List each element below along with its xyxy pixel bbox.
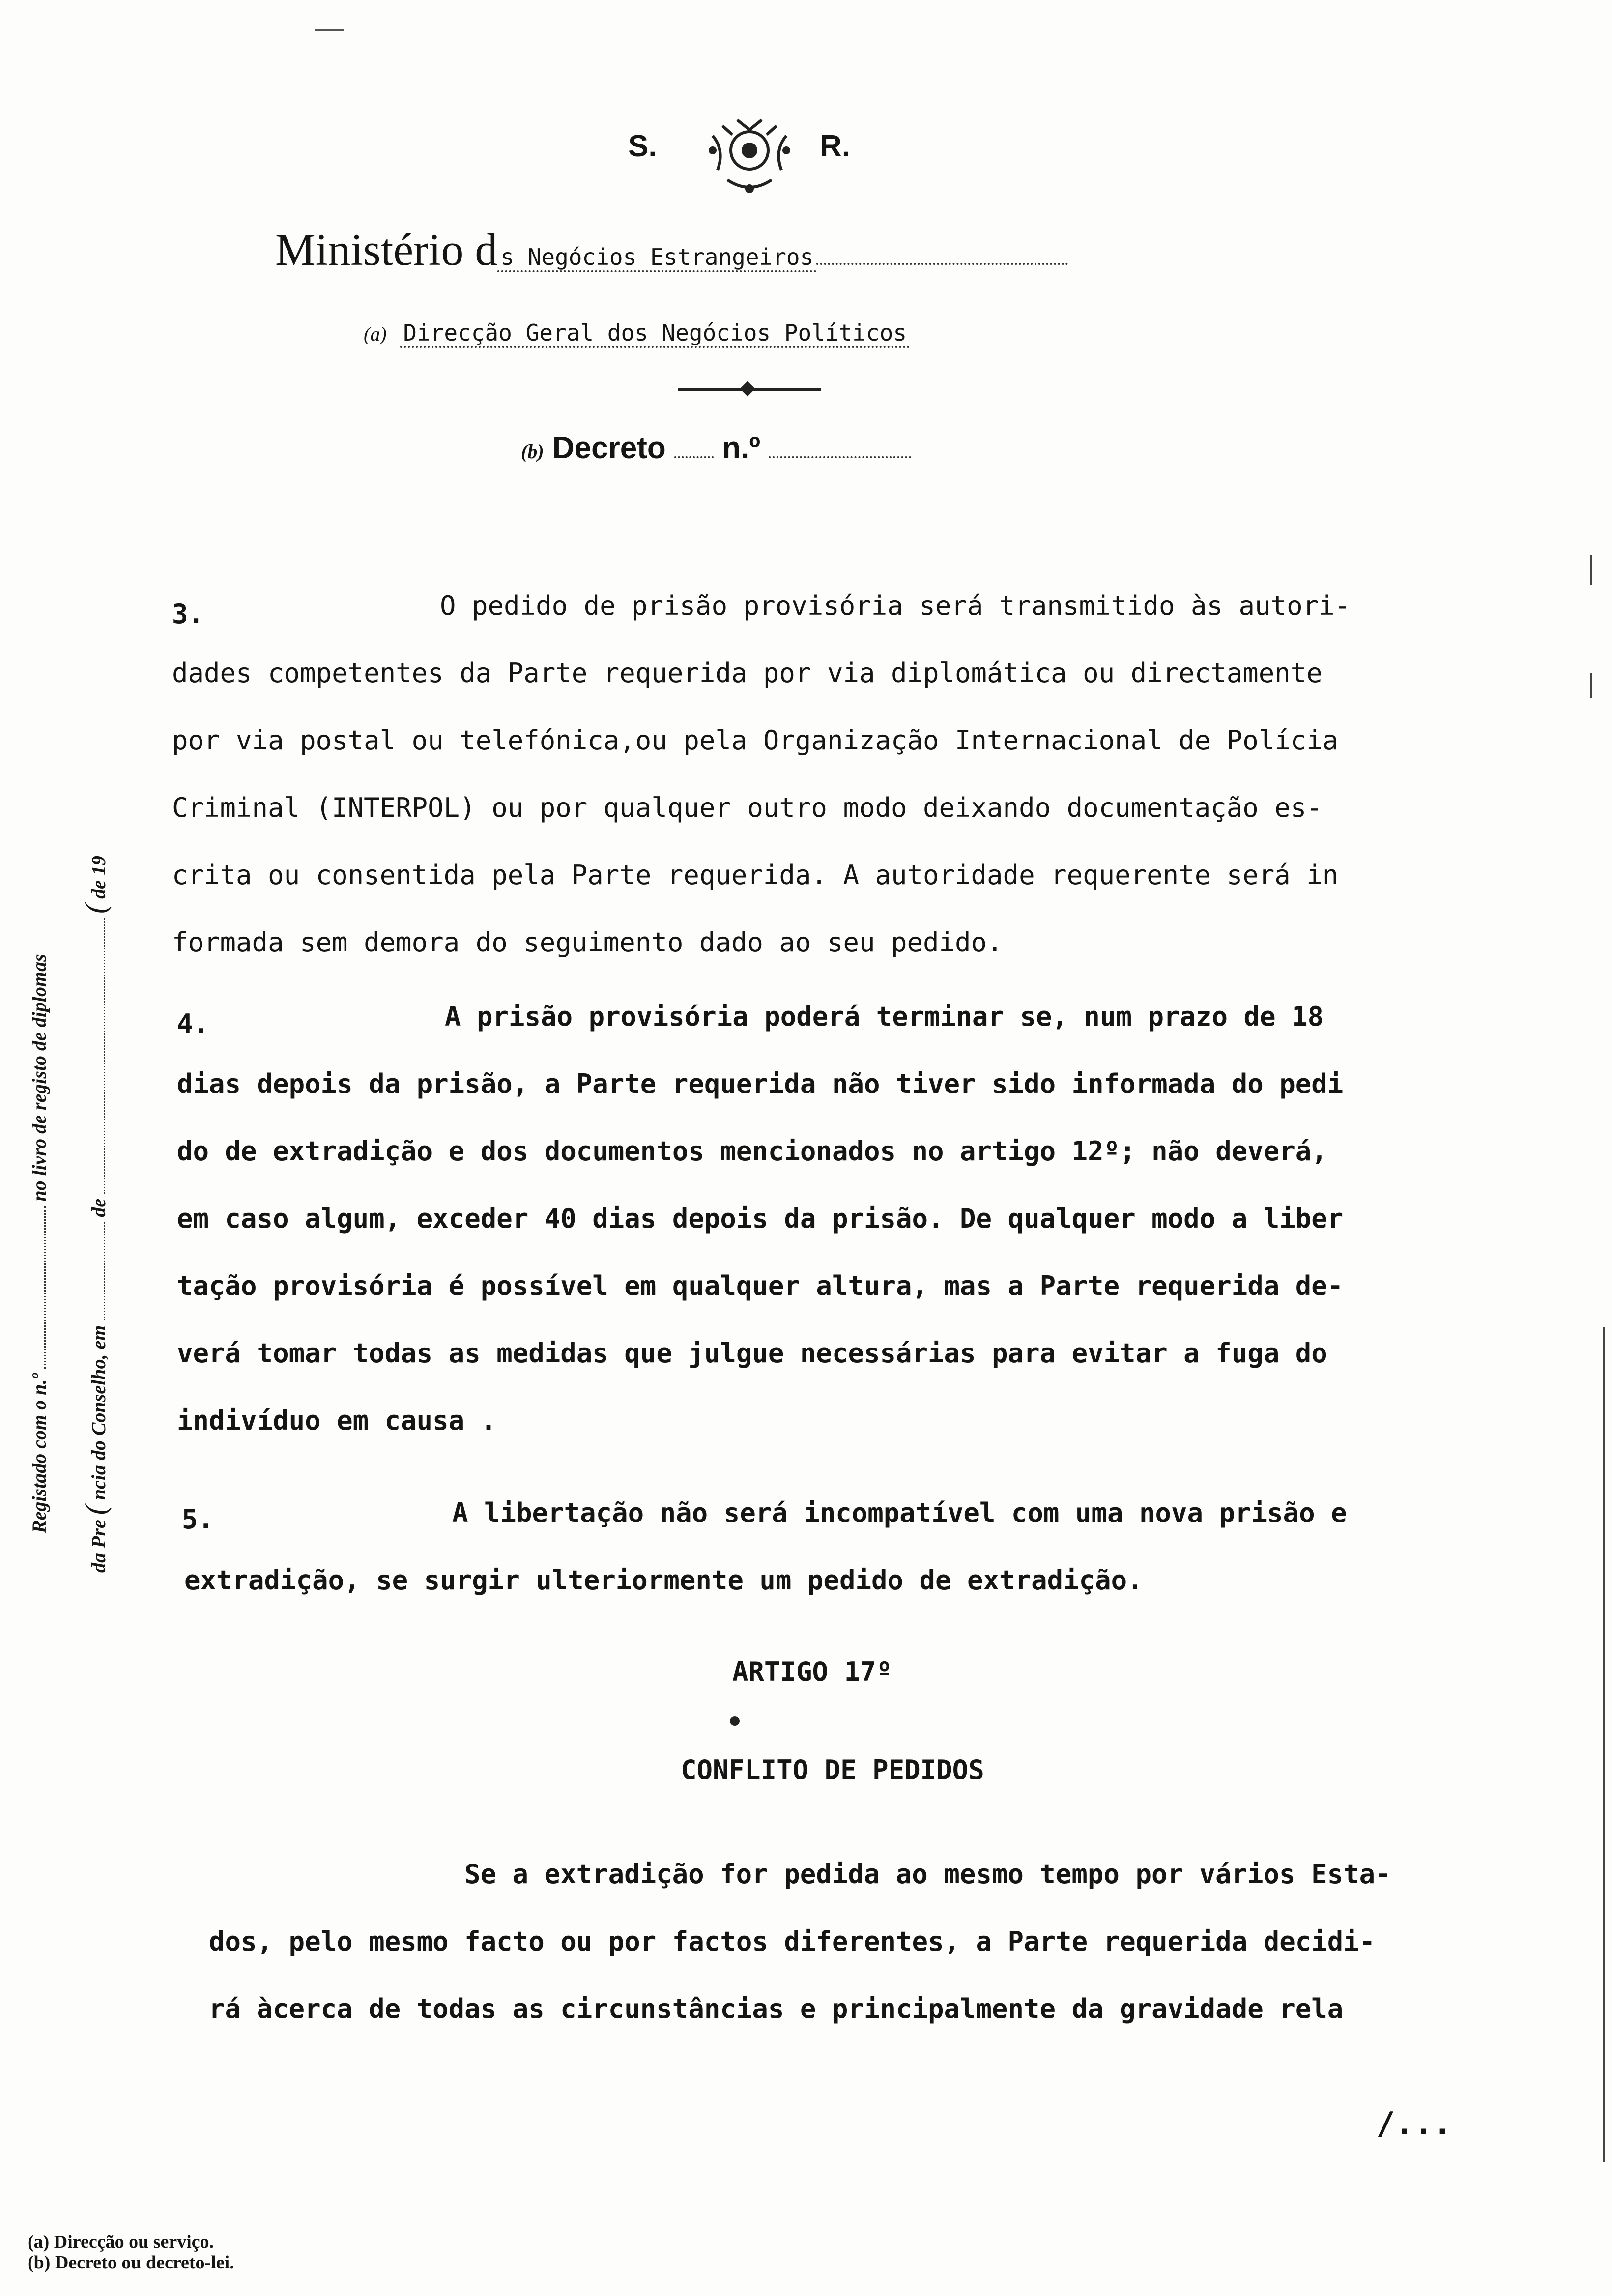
margin-number-field (44, 1206, 46, 1369)
margin-year-label: de 19 (87, 856, 110, 899)
coat-of-arms-emblem (698, 116, 801, 200)
margin-registered-label: Registado com o n.º (28, 1373, 50, 1533)
ministry-fill-dots (816, 263, 1068, 265)
margin-book-label: no livro de registo de diplomas (28, 954, 50, 1202)
footnote-a: (a) Direcção ou serviço. (28, 2232, 214, 2252)
header-r: R. (820, 129, 850, 163)
p5-line-2: extradição, se surgir ulteriormente um pedido de extradição. (184, 1565, 1143, 1596)
decree-number-label: n.º (722, 431, 760, 465)
scan-edge-line (1603, 1327, 1605, 2162)
directorate-line (364, 319, 910, 346)
paragraph-number-4: 4. (177, 1008, 209, 1039)
scan-edge-mark-2 (1590, 673, 1592, 698)
footnote-mark-b: (b) (521, 440, 544, 462)
p4-line-1: A prisão provisória poderá terminar se, num prazo de 18 (445, 1001, 1324, 1032)
p3-line-2: dades competentes da Parte requerida por via diplomática ou directamente (172, 658, 1323, 689)
decree-label: Decreto (552, 431, 666, 465)
p4-line-6: verá tomar todas as medidas que julgue necessárias para evitar a fuga do (177, 1338, 1327, 1369)
header-s: S. (628, 129, 657, 163)
decree-number-field (769, 456, 911, 458)
decree-line (521, 430, 911, 465)
p3-line-3: por via postal ou telefónica,ou pela Organização Internacional de Polícia (172, 725, 1339, 756)
margin-day-field (104, 1222, 105, 1320)
p3-line-5: crita ou consentida pela Parte requerida. A autoridade requerente será in (172, 860, 1339, 890)
margin-month-field (104, 918, 105, 1194)
margin-bracket-2: ( (79, 903, 112, 914)
margin-presidency-a: da Pre (87, 1520, 110, 1573)
footnote-b: (b) Decreto ou decreto-lei. (28, 2252, 234, 2273)
p4-line-4: em caso algum, exceder 40 dias depois da prisão. De qualquer modo a liber (177, 1203, 1344, 1234)
footnote-mark-a: (a) (364, 323, 387, 345)
p4-line-2: dias depois da prisão, a Parte requerida não tiver sido informada do pedi (177, 1068, 1344, 1099)
paragraph-4 (177, 983, 1343, 1454)
p3-line-4: Criminal (INTERPOL) ou por qualquer outro modo deixando documentação es- (172, 792, 1323, 823)
margin-bracket: ( (79, 1505, 112, 1515)
p3-line-1: O pedido de prisão provisória será transmitido às autori- (440, 590, 1351, 621)
directorate-field: Direcção Geral dos Negócios Políticos (400, 319, 910, 348)
p6-line-1: Se a extradição for pedida ao mesmo tempo por vários Esta- (464, 1859, 1391, 1890)
scan-edge-mark-1 (1590, 555, 1592, 585)
margin-registration-line2 (79, 856, 113, 1573)
continuation-mark: /... (1376, 2106, 1452, 2142)
p5-line-1: A libertação não será incompatível com uma nova prisão e (452, 1497, 1347, 1528)
scan-top-mark (315, 29, 344, 31)
ministry-heading (275, 224, 1068, 276)
margin-de-label: de (87, 1198, 110, 1217)
paragraph-3 (172, 572, 1351, 976)
article-bullet (730, 1716, 740, 1726)
ministry-label: Ministério d (275, 225, 498, 275)
paragraph-5 (184, 1479, 1347, 1614)
paragraph-6 (209, 1840, 1391, 2042)
article-title: ARTIGO 17º (732, 1656, 892, 1687)
p4-line-5: tação provisória é possível em qualquer altura, mas a Parte requerida de- (177, 1270, 1344, 1301)
p6-line-3: rá àcerca de todas as circunstâncias e principalmente da gravidade rela (209, 1993, 1344, 2024)
article-subtitle: CONFLITO DE PEDIDOS (681, 1754, 984, 1785)
p6-line-2: dos, pelo mesmo facto ou por factos diferentes, a Parte requerida decidi- (209, 1926, 1376, 1957)
ministry-name-field: s Negócios Estrangeiros (497, 244, 816, 272)
p4-line-3: do de extradição e dos documentos mencionados no artigo 12º; não deverá, (177, 1136, 1327, 1167)
p4-line-7: indivíduo em causa . (177, 1405, 497, 1436)
margin-registration-line1 (28, 954, 51, 1533)
divider-diamond (740, 381, 755, 396)
margin-presidency-b: ncia do Conselho, em (87, 1325, 110, 1500)
p3-line-6: formada sem demora do seguimento dado ao seu pedido. (172, 927, 1003, 958)
decree-type-field (674, 456, 714, 458)
paragraph-number-3: 3. (172, 599, 204, 630)
paragraph-number-5: 5. (182, 1504, 214, 1535)
